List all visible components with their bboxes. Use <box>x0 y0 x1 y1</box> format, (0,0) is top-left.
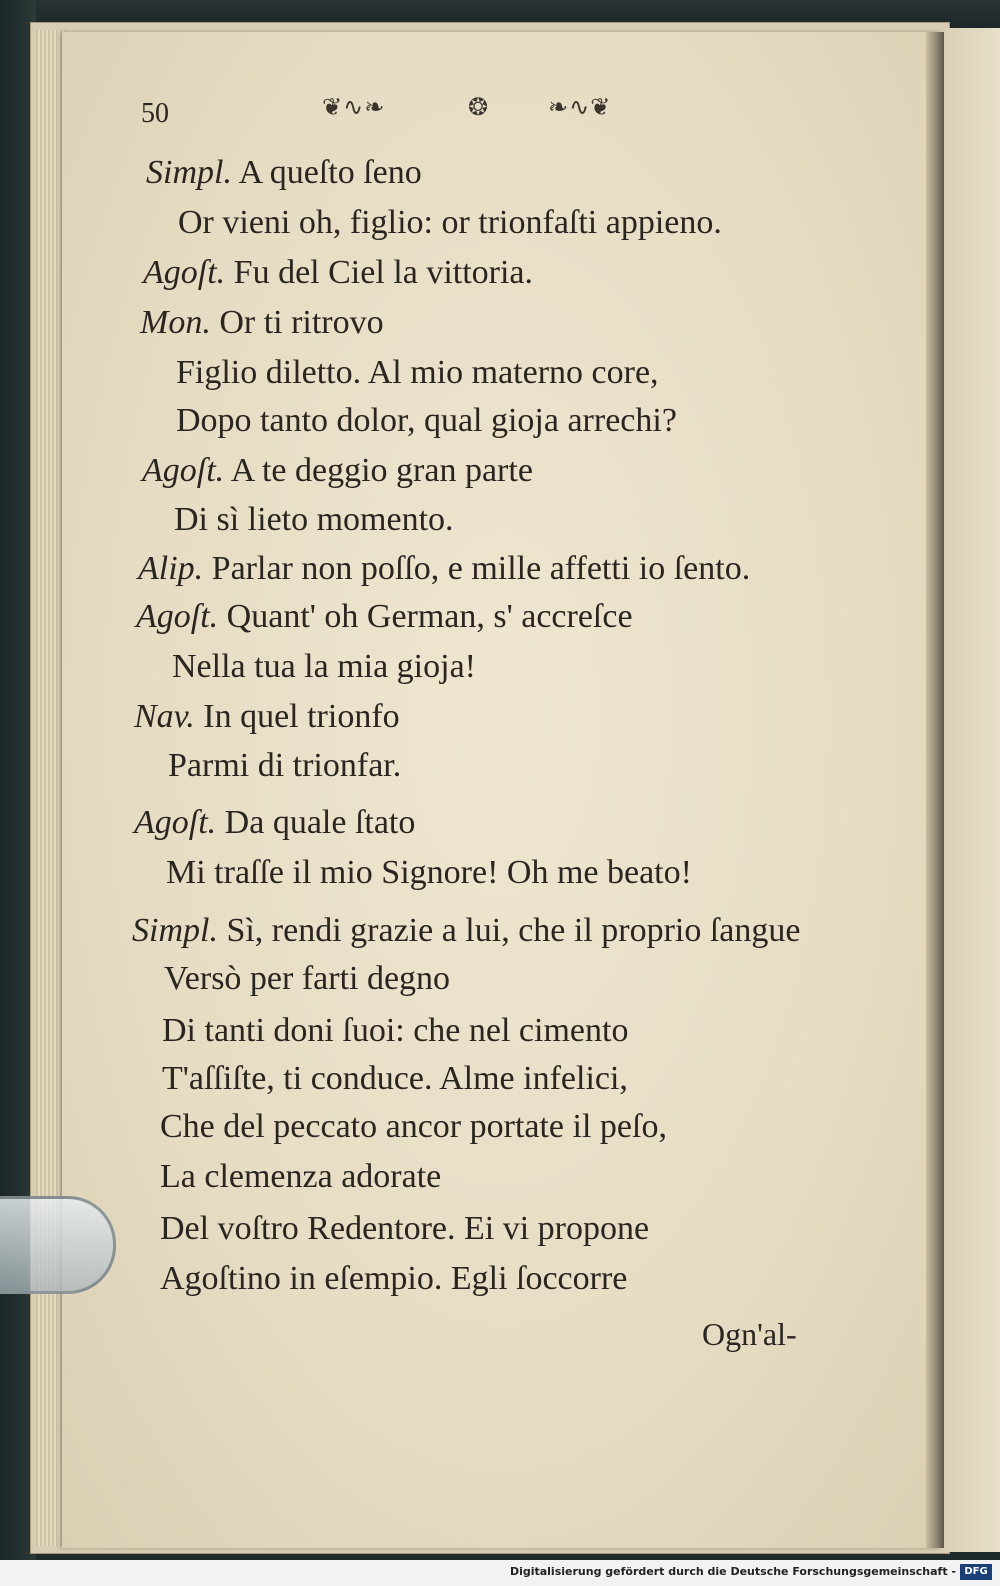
dialogue-line <box>146 156 422 190</box>
speaker-name: Simpl. <box>146 154 232 191</box>
line-text: Mi traſſe il mio Signore! Oh me beato! <box>166 854 692 891</box>
ornament-left-icon: ❦∿❧ <box>322 95 386 121</box>
dialogue-line <box>178 206 722 240</box>
book-gutter <box>926 32 944 1548</box>
speaker-name: Mon. <box>140 304 211 341</box>
line-text: A te deggio gran parte <box>230 452 533 489</box>
dialogue-line <box>162 1062 628 1096</box>
line-text: Figlio diletto. Al mio materno core, <box>176 354 659 391</box>
speaker-name: Alip. <box>138 550 204 587</box>
line-text: Quant' oh German, s' accreſce <box>226 598 633 635</box>
line-text: La clemenza adorate <box>160 1158 442 1195</box>
dialogue-line <box>176 404 677 438</box>
speaker-name: Agoſt. <box>142 452 225 489</box>
line-text: Or ti ritrovo <box>219 304 384 341</box>
speaker-name: Simpl. <box>132 912 218 949</box>
line-text: Che del peccato ancor portate il peſo, <box>160 1108 667 1145</box>
dialogue-line <box>138 552 750 586</box>
line-text: Di sì lieto momento. <box>174 501 454 538</box>
line-text: Fu del Ciel la vittoria. <box>233 254 534 291</box>
dialogue-line <box>143 256 533 290</box>
speaker-name: Agoſt. <box>134 804 217 841</box>
line-text: Or vieni oh, figlio: or trionfaſti appieno. <box>178 204 722 241</box>
dfg-logo: DFG <box>960 1564 992 1580</box>
line-text: Parlar non poſſo, e mille affetti io ſento. <box>211 550 751 587</box>
dialogue-line <box>142 454 533 488</box>
dialogue-line <box>136 600 633 634</box>
speaker-name: Agoſt. <box>136 598 219 635</box>
dialogue-line <box>166 856 692 890</box>
line-text: Del voſtro Redentore. Ei vi propone <box>160 1210 650 1247</box>
line-text: Di tanti doni ſuoi: che nel cimento <box>162 1012 629 1049</box>
dialogue-line <box>134 700 400 734</box>
line-text: Versò per farti degno <box>164 960 451 997</box>
line-text: Dopo tanto dolor, qual gioja arrechi? <box>176 402 677 439</box>
plastic-page-clip <box>0 1196 116 1294</box>
dialogue-line <box>176 356 659 390</box>
dialogue-line <box>162 1014 628 1048</box>
ornament-right-icon: ❧∿❦ <box>548 95 612 121</box>
speaker-name: Nav. <box>134 698 195 735</box>
speaker-name: Agoſt. <box>143 254 226 291</box>
line-text: Sì, rendi grazie a lui, che il proprio ſangue <box>226 912 801 949</box>
dialogue-line <box>160 1110 667 1144</box>
dialogue-line <box>134 806 415 840</box>
dialogue-line <box>174 503 454 537</box>
line-text: Parmi di trionfar. <box>168 747 402 784</box>
dialogue-line <box>164 962 450 996</box>
dialogue-line <box>168 749 401 783</box>
funding-credit: Digitalisierung gefördert durch die Deutsche Forschungsgemeinschaft - <box>509 1565 956 1578</box>
dialogue-line <box>140 306 384 340</box>
page-number: 50 <box>141 98 169 129</box>
line-text: A queſto ſeno <box>238 154 422 191</box>
dialogue-line <box>132 914 801 948</box>
catchword: Ogn'al- <box>702 1316 797 1352</box>
dialogue-line <box>172 650 476 684</box>
line-text: T'aſſiſte, ti conduce. Alme infelici, <box>162 1060 628 1097</box>
line-text: Agoſtino in eſempio. Egli ſoccorre <box>160 1260 628 1297</box>
line-text: Da quale ſtato <box>224 804 416 841</box>
dialogue-line <box>160 1212 649 1246</box>
facing-page-edge <box>944 28 1000 1552</box>
dialogue-line <box>160 1262 627 1296</box>
line-text: Nella tua la mia gioja! <box>172 648 476 685</box>
line-text: In quel trionfo <box>203 698 400 735</box>
dialogue-line <box>160 1160 441 1194</box>
ornament-crown-icon: ❂ <box>468 95 490 121</box>
